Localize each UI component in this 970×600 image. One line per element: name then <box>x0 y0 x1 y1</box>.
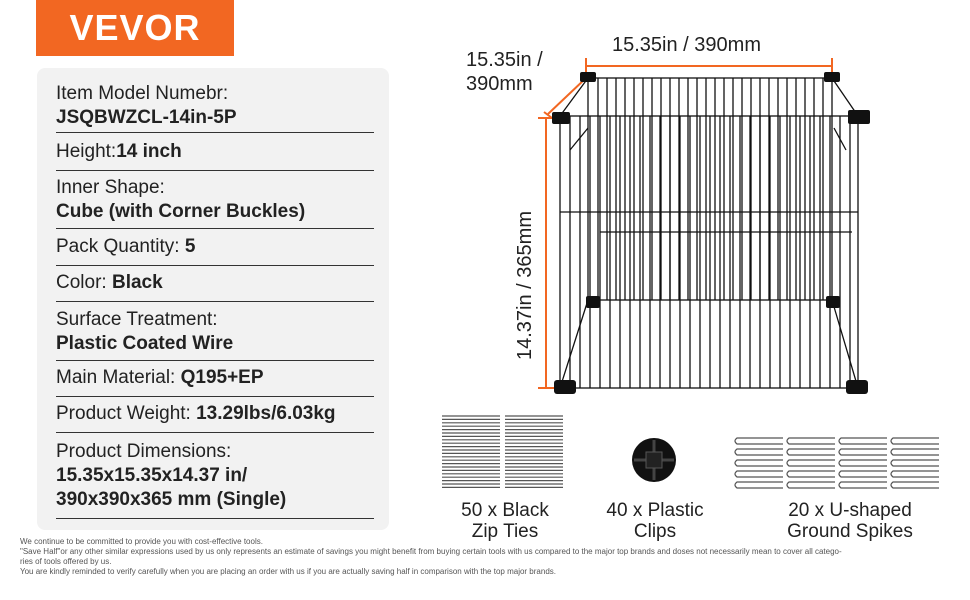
spikes-line2: Ground Spikes <box>787 521 913 542</box>
spikes-line1: 20 x U-shaped <box>788 500 912 521</box>
clips-line2: Clips <box>633 521 677 542</box>
spec-height-label: Height: <box>56 141 117 162</box>
depth-dimension-line2: 390mm <box>466 73 533 95</box>
spec-color-value: Black <box>111 272 163 293</box>
depth-dimension-label <box>466 48 543 96</box>
width-dimension-label: 15.35in / 390mm <box>612 34 761 56</box>
zip-ties-line1: 50 x Black <box>461 500 549 521</box>
spec-height-value: 14 inch <box>116 141 182 162</box>
spec-color-label: Color: <box>56 272 107 293</box>
spec-pack-value: 5 <box>184 236 196 257</box>
brand-logo-text: VEVOR <box>69 7 201 48</box>
ground-spikes-image <box>735 438 939 488</box>
height-dimension-label: 14.37in / 365mm <box>514 211 536 360</box>
spikes-label <box>760 500 940 542</box>
pet-pen <box>560 78 858 388</box>
spec-surface-label: Surface Treatment: <box>56 309 218 330</box>
spec-model-value: JSQBWZCL-14in-5P <box>56 107 237 128</box>
zip-ties-image <box>442 416 563 487</box>
spec-weight-value: 13.29lbs/6.03kg <box>196 403 336 424</box>
spec-dimensions-line2: 390x390x365 mm (Single) <box>56 489 287 510</box>
spec-material-label: Main Material: <box>56 367 176 388</box>
spec-model-label: Item Model Numebr: <box>56 83 229 104</box>
disclaimer-line3: ries of tools offered by us. <box>20 557 112 566</box>
disclaimer-line2: "Save Half"or any other similar expressions used by us only represents an estimate of savings you might benefit from buying certain tools with us compared to the major top brands and doses not necessarily mean to cover all catego- <box>20 547 842 556</box>
disclaimer-line4: You are kindly reminded to verify carefully when you are placing an order with us if you are actually saving half in comparison with the top major brands. <box>20 567 556 576</box>
spec-dimensions-label: Product Dimensions: <box>56 441 232 462</box>
plastic-clip-image <box>632 438 676 482</box>
disclaimer <box>20 537 950 577</box>
spec-shape-value: Cube (with Corner Buckles) <box>56 201 306 222</box>
spec-surface-value: Plastic Coated Wire <box>56 333 234 354</box>
spec-dimensions-line1: 15.35x15.35x14.37 in/ <box>56 465 248 486</box>
spec-shape-label: Inner Shape: <box>56 177 165 198</box>
spec-material-value: Q195+EP <box>180 367 264 388</box>
zip-ties-line2: Zip Ties <box>471 521 539 542</box>
clips-label <box>590 500 720 542</box>
disclaimer-line1: We continue to be committed to provide you with cost-effective tools. <box>20 537 263 546</box>
dimension-lines <box>538 58 832 388</box>
zip-ties-label <box>440 500 570 542</box>
spec-weight-label: Product Weight: <box>56 403 191 424</box>
clips-line1: 40 x Plastic <box>606 500 704 521</box>
spec-pack-label: Pack Quantity: <box>56 236 180 257</box>
depth-dimension-line1: 15.35in / <box>466 49 543 71</box>
